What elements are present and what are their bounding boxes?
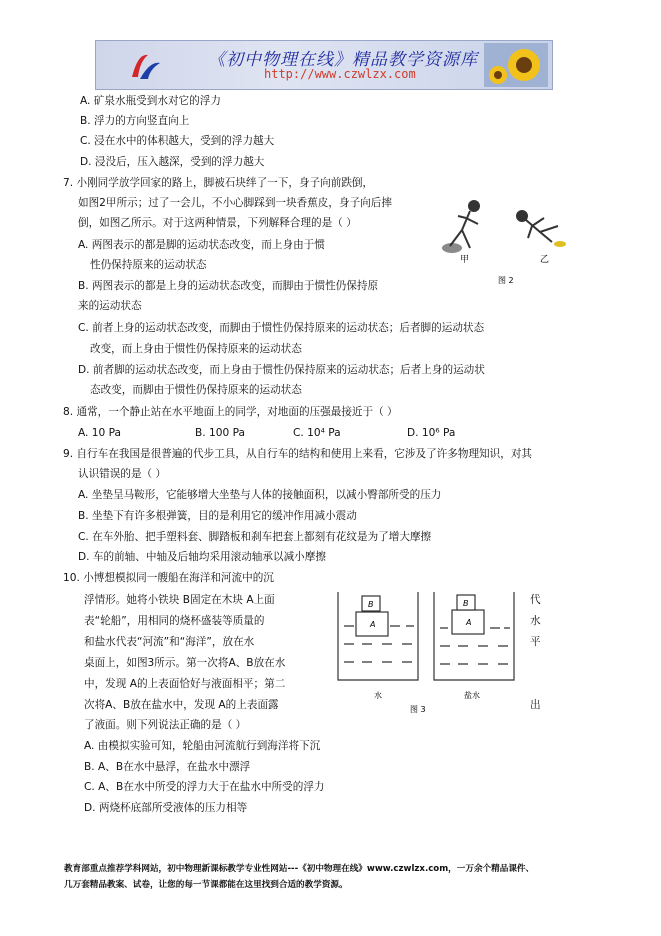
- q8-option-a: A. 10 Pa: [78, 427, 122, 439]
- label-water: 水: [374, 691, 382, 700]
- q9-option-a: A. 坐垫呈马鞍形，它能够增大坐垫与人体的接触面积，以减小臀部所受的压力: [78, 489, 442, 501]
- q7-option-c: C. 前者上身的运动状态改变，而脚由于惯性仍保持原来的运动状态；后者脚的运动状态: [78, 322, 485, 334]
- q6-option-a: A. 矿泉水瓶受到水对它的浮力: [80, 95, 221, 107]
- q8-option-d: D. 10⁶ Pa: [407, 427, 456, 439]
- banner-url[interactable]: http://www.czwlzx.com: [264, 67, 416, 81]
- footer-line: 几万套精品教案、试卷，让您的每一节课都能在这里找到合适的教学资源。: [64, 880, 348, 890]
- q7-option-d-cont: 态改变，而脚由于惯性仍保持原来的运动状态: [90, 384, 302, 396]
- q10-stem-line: 和盐水代表“河流”和“海洋”，放在水: [84, 636, 255, 648]
- block-b-label-salt: B: [463, 599, 469, 608]
- footer-line: 教育部重点推荐学科网站，初中物理新课标教学专业性网站---《初中物理在线》www.czwlzx.com，一万余个精品课件、: [64, 864, 535, 874]
- q10-stem-line: 10. 小博想模拟同一艘船在海洋和河流中的沉: [63, 572, 274, 584]
- q10-option-a: A. 由模拟实验可知，轮船由河流航行到海洋将下沉: [84, 740, 321, 752]
- slipping-person-icon: [517, 211, 566, 247]
- figure-3-caption: 图 3: [410, 705, 426, 714]
- figure-3: [330, 588, 520, 716]
- q10-stem-line: 中，发现 A的上表面恰好与液面相平；第二: [84, 678, 286, 690]
- block-b-label-water: B: [368, 600, 374, 609]
- q9-stem-line: 9. 自行车在我国是很普遍的代步工具，从自行车的结构和使用上来看，它涉及了许多物理知识，对其: [63, 448, 533, 460]
- q7-stem-line: 倒，如图乙所示。对于这两种情景，下列解释合理的是（ ）: [78, 217, 357, 229]
- q9-option-b: B. 坐垫下有许多根弹簧，目的是利用它的缓冲作用减小震动: [78, 510, 357, 522]
- site-logo-icon: [128, 47, 164, 83]
- banner-title: 《初中物理在线》精品教学资源库: [208, 50, 478, 70]
- tripping-person-icon: [442, 201, 479, 253]
- q9-option-d: D. 车的前轴、中轴及后轴均采用滚动轴承以减小摩擦: [78, 551, 326, 563]
- q8-option-c: C. 10⁴ Pa: [293, 427, 341, 439]
- q7-option-a: A. 两图表示的都是脚的运动状态改变，而上身由于惯: [78, 239, 325, 251]
- q10-stem-line: 桌面上，如图3所示。第一次将A、B放在水: [84, 657, 286, 669]
- block-a-label-water: A: [370, 620, 376, 629]
- q7-stem-line: 如图2甲所示；过了一会儿，不小心脚踩到一块香蕉皮，身子向后摔: [78, 197, 392, 209]
- q8-option-b: B. 100 Pa: [195, 427, 245, 439]
- q6-option-d: D. 浸没后，压入越深，受到的浮力越大: [80, 156, 265, 168]
- q10-stem-line: 表“轮船”，用相同的烧杯盛装等质量的: [84, 615, 265, 627]
- q7-option-d: D. 前者脚的运动状态改变，而上身由于惯性仍保持原来的运动状态；后者上身的运动状: [78, 364, 485, 376]
- q10-option-b: B. A、B在水中悬浮，在盐水中漂浮: [84, 761, 251, 773]
- q10-stem-line: 次将A、B放在盐水中，发现 A的上表面露: [84, 699, 279, 711]
- q6-option-c: C. 浸在水中的体积越大，受到的浮力越大: [80, 135, 275, 147]
- figure-2-label-yi: 乙: [540, 255, 550, 265]
- q10-stem-line: 浮情形。她将小铁块 B固定在木块 A上面: [84, 594, 275, 606]
- q10-right-char: 平: [530, 636, 541, 648]
- figure-2-caption: 图 2: [498, 276, 514, 285]
- q10-option-d: D. 两烧杯底部所受液体的压力相等: [84, 802, 248, 814]
- beaker-salt-water: [434, 592, 514, 680]
- q7-option-c-cont: 改变，而上身由于惯性仍保持原来的运动状态: [90, 343, 302, 355]
- figure-2-label-jia: 甲: [460, 255, 470, 265]
- q7-option-b-cont: 来的运动状态: [78, 300, 142, 312]
- sunflower-icon: [484, 43, 548, 87]
- q10-right-char: 代: [530, 594, 541, 606]
- q9-stem-line: 认识错误的是（ ）: [78, 468, 167, 480]
- figure-2: [436, 196, 582, 288]
- q8-stem: 8. 通常，一个静止站在水平地面上的同学，对地面的压强最接近于（ ）: [63, 406, 398, 418]
- q6-option-b: B. 浮力的方向竖直向上: [80, 115, 190, 127]
- q10-right-char: 出: [530, 699, 541, 711]
- q7-stem-line: 7. 小刚同学放学回家的路上，脚被石块绊了一下，身子向前跌倒，: [63, 177, 374, 189]
- header-banner: [95, 40, 553, 90]
- q7-option-a-cont: 性仍保持原来的运动状态: [90, 259, 207, 271]
- label-salt-water: 盐水: [464, 691, 480, 700]
- q10-option-c: C. A、B在水中所受的浮力大于在盐水中所受的浮力: [84, 781, 325, 793]
- block-a-label-salt: A: [466, 618, 472, 627]
- q10-right-char: 水: [530, 615, 541, 627]
- beaker-water: [338, 592, 418, 680]
- q7-option-b: B. 两图表示的都是上身的运动状态改变，而脚由于惯性仍保持原: [78, 280, 379, 292]
- q9-option-c: C. 在车外胎、把手塑料套、脚踏板和刹车把套上都刻有花纹是为了增大摩擦: [78, 531, 432, 543]
- q10-stem-line: 了液面。则下列说法正确的是（ ）: [84, 719, 247, 731]
